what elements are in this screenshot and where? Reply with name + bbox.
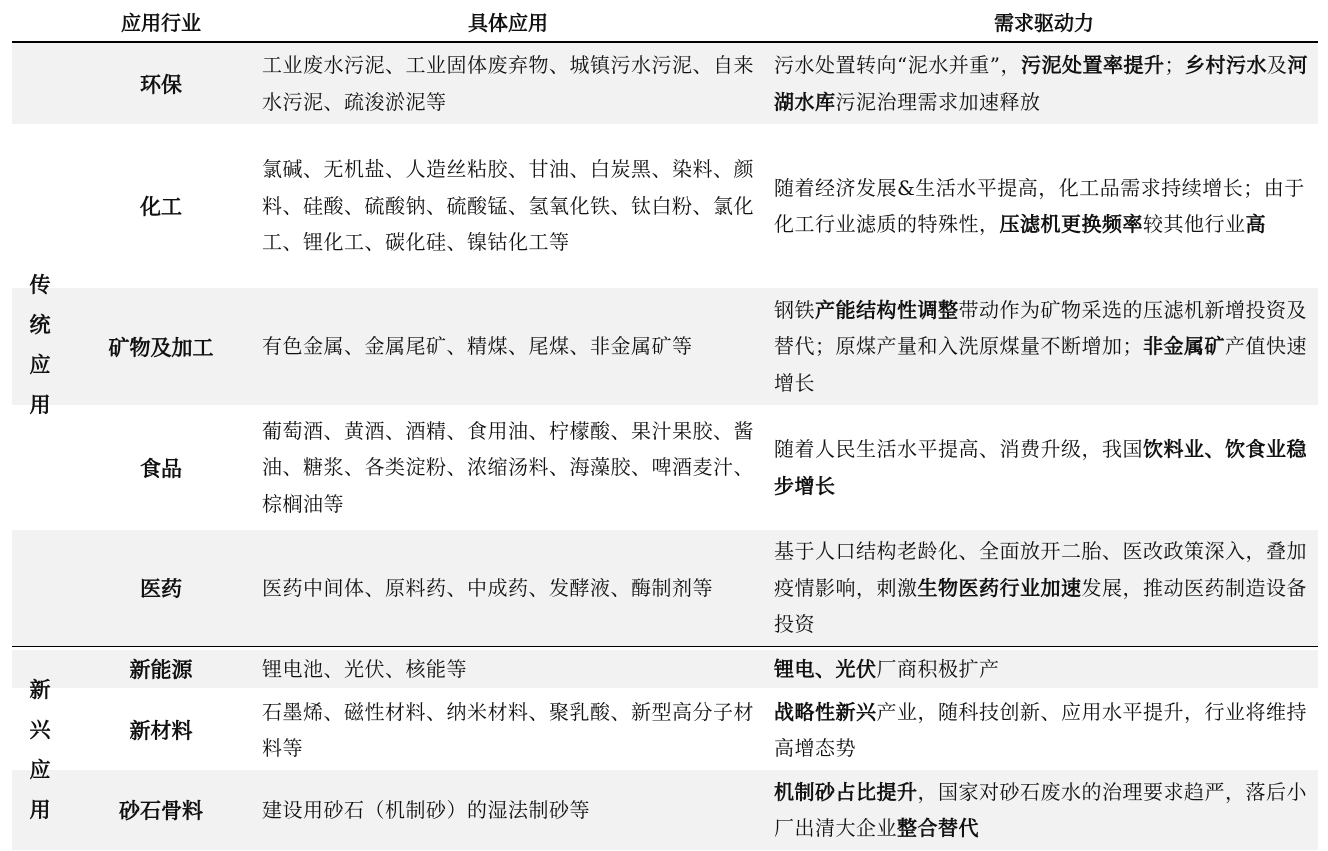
driver-emphasis: 机制砂占比提升 bbox=[774, 779, 918, 804]
driver-segment: 产业，随科技创新、应用水平提升，行业将维持高增态势 bbox=[774, 699, 1307, 760]
driver-text bbox=[774, 170, 1314, 243]
application-cell bbox=[262, 124, 754, 288]
driver-segment: 污水处置转向“泥水并重”， bbox=[774, 53, 1021, 77]
industry-cell: 医药 bbox=[140, 577, 182, 601]
header-driver: 需求驱动力 bbox=[994, 10, 1094, 35]
driver-segment: 随着人民生活水平提高、消费升级，我国 bbox=[774, 437, 1143, 461]
driver-cell bbox=[774, 770, 1314, 850]
driver-emphasis: 污泥处置率提升 bbox=[1020, 53, 1165, 77]
group-traditional-char: 统 bbox=[29, 312, 51, 337]
application-cell bbox=[262, 288, 754, 405]
driver-cell bbox=[774, 690, 1314, 770]
driver-cell bbox=[774, 530, 1314, 646]
driver-segment: 及 bbox=[1266, 53, 1288, 77]
driver-emphasis: 高 bbox=[1245, 212, 1266, 236]
driver-segment: 发展，推动医药制造设备投资 bbox=[774, 575, 1307, 637]
driver-text bbox=[774, 694, 1314, 767]
application-text: 工业废水污泥、工业固体废弃物、城镇污水污泥、自来水污泥、疏浚淤泥等 bbox=[262, 53, 754, 114]
industry-cell: 新材料 bbox=[129, 719, 193, 743]
group-traditional bbox=[12, 43, 68, 646]
group-emerging bbox=[12, 650, 68, 850]
application-cell bbox=[262, 770, 754, 850]
driver-emphasis: 非金属矿 bbox=[1143, 334, 1225, 359]
driver-segment: 带动作为矿物采选的压滤机新增投资及替代；原煤产量和入洗原煤量不断增加； bbox=[774, 297, 1307, 359]
driver-segment: 污泥治理需求加速释放 bbox=[835, 89, 1041, 114]
driver-text bbox=[774, 774, 1314, 847]
header-application: 具体应用 bbox=[468, 10, 548, 35]
application-cell bbox=[262, 43, 754, 124]
driver-emphasis: 乡村污水 bbox=[1184, 53, 1267, 77]
application-text: 建设用砂石（机制砂）的湿法制砂等 bbox=[262, 797, 590, 822]
driver-segment: 产值快速增长 bbox=[774, 334, 1307, 395]
driver-segment: 基于人口结构老龄化、全面放开二胎、医改政策深入，叠加疫情影响，刺激 bbox=[774, 539, 1307, 600]
group-traditional-char: 用 bbox=[29, 392, 51, 417]
driver-emphasis: 整合替代 bbox=[897, 816, 979, 840]
driver-emphasis: 产能结构性调整 bbox=[815, 297, 959, 322]
industry-cell: 化工 bbox=[140, 195, 182, 219]
industry-cell: 环保 bbox=[140, 72, 182, 97]
application-text: 有色金属、金属尾矿、精煤、尾煤、非金属矿等 bbox=[262, 334, 693, 359]
application-cell bbox=[262, 530, 754, 646]
industry-cell: 砂石骨料 bbox=[119, 799, 203, 823]
driver-emphasis: 饮料业、饮食业稳步增长 bbox=[774, 437, 1307, 498]
driver-cell bbox=[774, 124, 1314, 288]
application-cell bbox=[262, 650, 754, 688]
application-cell bbox=[262, 690, 754, 770]
driver-segment: ，国家对砂石废水的治理要求趋严，落后小厂出清大企业 bbox=[774, 779, 1307, 840]
driver-segment: ； bbox=[1164, 53, 1185, 77]
group-rule bbox=[12, 646, 1318, 647]
application-text: 氯碱、无机盐、人造丝粘胶、甘油、白炭黑、染料、颜料、硅酸、硫酸钠、硫酸锰、氢氧化铁、钛白粉、氯化工、锂化工、碳化硅、镍钴化工等 bbox=[262, 157, 754, 255]
driver-emphasis: 生物医药行业加速 bbox=[917, 575, 1082, 600]
driver-segment: 钢铁 bbox=[774, 297, 815, 322]
driver-emphasis: 战略性新兴 bbox=[774, 699, 877, 724]
driver-segment: 厂商积极扩产 bbox=[876, 656, 1000, 681]
group-emerging-char: 新 bbox=[29, 678, 51, 702]
driver-cell bbox=[774, 650, 1314, 688]
driver-emphasis: 压滤机更换频率 bbox=[999, 212, 1143, 236]
header-industry: 应用行业 bbox=[121, 10, 201, 35]
industry-cell: 矿物及加工 bbox=[108, 335, 214, 360]
application-text: 石墨烯、磁性材料、纳米材料、聚乳酸、新型高分子材料等 bbox=[262, 699, 754, 760]
industry-cell: 新能源 bbox=[129, 658, 193, 682]
group-emerging-char: 用 bbox=[29, 798, 51, 822]
application-text: 医药中间体、原料药、中成药、发酵液、酶制剂等 bbox=[262, 575, 713, 600]
group-emerging-char: 应 bbox=[29, 758, 51, 782]
group-traditional-char: 传 bbox=[29, 272, 51, 297]
application-text: 锂电池、光伏、核能等 bbox=[262, 656, 467, 681]
driver-cell bbox=[774, 288, 1314, 405]
group-traditional-char: 应 bbox=[29, 352, 51, 377]
application-text: 葡萄酒、黄酒、酒精、食用油、柠檬酸、果汁果胶、酱油、糖浆、各类淀粉、浓缩汤料、海藻胶、啤酒麦汁、棕榈油等 bbox=[262, 418, 754, 516]
driver-text bbox=[774, 47, 1314, 120]
driver-text bbox=[774, 431, 1314, 504]
driver-emphasis: 河湖水库 bbox=[774, 53, 1308, 114]
driver-segment: 较其他行业 bbox=[1143, 212, 1246, 236]
industry-cell: 食品 bbox=[140, 456, 182, 481]
driver-text bbox=[774, 533, 1314, 643]
driver-cell bbox=[774, 43, 1314, 124]
driver-cell bbox=[774, 405, 1314, 530]
driver-text bbox=[774, 651, 1314, 688]
driver-emphasis: 锂电、光伏 bbox=[774, 656, 877, 681]
group-emerging-char: 兴 bbox=[29, 718, 51, 742]
driver-text bbox=[774, 292, 1314, 402]
driver-segment: 随着经济发展&生活水平提高，化工品需求持续增长；由于化工行业滤质的特殊性， bbox=[774, 175, 1305, 236]
application-cell bbox=[262, 405, 754, 530]
